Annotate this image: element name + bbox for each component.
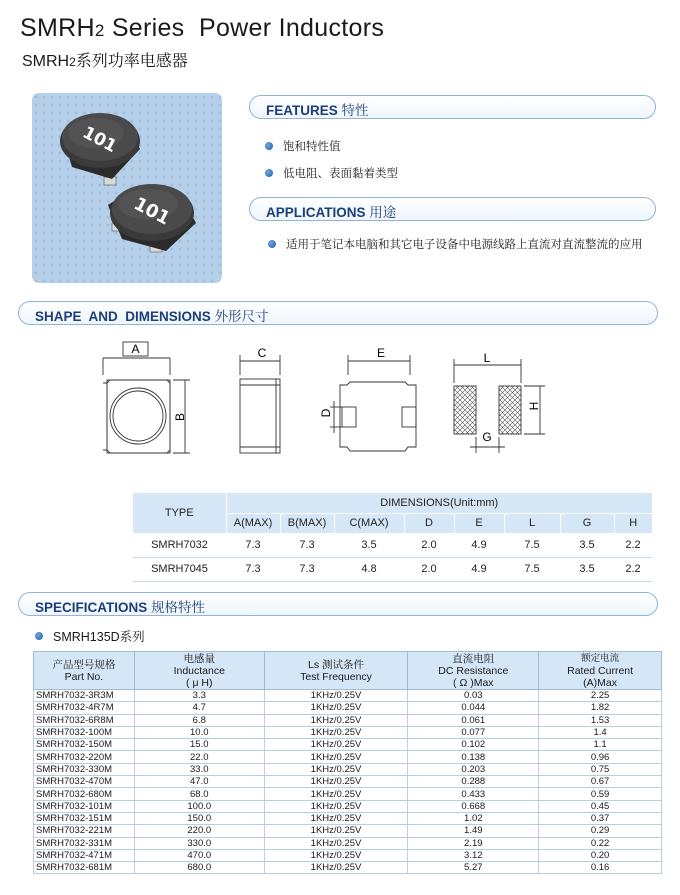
rated-current-cell: 0.22 [539,837,662,849]
inductance-cell: 47.0 [134,776,264,788]
column-header: A(MAX) [226,513,280,533]
table-row [34,788,662,800]
rated-current-cell: 0.20 [539,849,662,861]
part-no-cell: SMRH7032-471M [34,849,135,861]
part-no-cell: SMRH7032-100M [34,726,135,738]
table-row [34,776,662,788]
page-subtitle [22,48,188,71]
table-row [34,751,662,763]
inductance-cell: 6.8 [134,714,264,726]
inductance-cell: 22.0 [134,751,264,763]
part-no-cell: SMRH7032-680M [34,788,135,800]
part-no-cell: SMRH7032-6R8M [34,714,135,726]
rated-current-cell: 0.45 [539,800,662,812]
header-test-frequency: Ls 测试条件 Test Frequency [264,652,408,690]
side-view-drawing [240,355,280,453]
table-row: SMRH7045 7.3 7.3 4.8 2.0 4.9 7.5 3.5 2.2 [133,557,652,581]
part-no-cell: SMRH7032-101M [34,800,135,812]
test-frequency-cell: 1KHz/0.25V [264,726,408,738]
dc-resistance-cell: 0.102 [408,739,539,751]
specifications-header [18,592,658,616]
inductance-cell: 15.0 [134,739,264,751]
rated-current-cell: 0.75 [539,763,662,775]
column-header: H [614,513,652,533]
test-frequency-cell: 1KHz/0.25V [264,862,408,874]
cn-sub: 2 [69,55,76,69]
label-b: B [173,412,187,422]
part-no-cell: SMRH7032-151M [34,812,135,824]
rated-current-cell: 0.67 [539,776,662,788]
dc-resistance-cell: 1.02 [408,812,539,824]
test-frequency-cell: 1KHz/0.25V [264,702,408,714]
label-c: C [257,346,267,360]
bottom-view-drawing [330,355,416,451]
feature-item: 低电阻、表面黏着类型 [265,165,398,181]
test-frequency-cell: 1KHz/0.25V [264,751,408,763]
dc-resistance-cell: 3.12 [408,849,539,861]
test-frequency-cell: 1KHz/0.25V [264,825,408,837]
test-frequency-cell: 1KHz/0.25V [264,739,408,751]
specifications-table [33,651,662,874]
label-a: A [131,342,140,356]
dc-resistance-cell: 0.061 [408,714,539,726]
bullet-icon [265,169,273,177]
cn-main: SMRH [22,53,70,70]
dimensions-group-header: DIMENSIONS(Unit:mm) [226,493,652,513]
table-row [34,837,662,849]
part-no-cell: SMRH7032-3R3M [34,690,135,702]
bullet-icon [268,240,276,248]
table-row [34,739,662,751]
rated-current-cell: 0.16 [539,862,662,874]
rated-current-cell: 2.25 [539,690,662,702]
label-l: L [483,351,491,365]
test-frequency-cell: 1KHz/0.25V [264,849,408,861]
inductance-cell: 68.0 [134,788,264,800]
features-title: FEATURES [266,103,338,118]
dimensions-table [133,493,652,582]
table-row [34,714,662,726]
dc-resistance-cell: 0.433 [408,788,539,800]
dc-resistance-cell: 0.03 [408,690,539,702]
dc-resistance-cell: 0.203 [408,763,539,775]
top-view-drawing [103,342,190,453]
inductor-bottom [108,184,196,252]
page-title [20,14,384,43]
rated-current-cell: 1.1 [539,739,662,751]
applications-header [249,197,656,221]
inductor-top [60,113,140,185]
series-label: SMRH135D系列 [35,627,145,645]
product-photo [32,93,222,283]
rated-current-cell: 1.4 [539,726,662,738]
feature-item: 饱和特性值 [265,138,341,154]
shape-header [18,301,658,325]
part-no-cell: SMRH7032-330M [34,763,135,775]
dc-resistance-cell: 0.044 [408,702,539,714]
rated-current-cell: 0.96 [539,751,662,763]
applications-title: APPLICATIONS [266,205,366,220]
applications-title-cn: 用途 [365,205,397,220]
features-header [249,95,656,119]
marking-bottom: 101 [130,193,174,230]
cn-rest: 系列功率电感器 [75,53,188,70]
test-frequency-cell: 1KHz/0.25V [264,812,408,824]
part-no-cell: SMRH7032-150M [34,739,135,751]
title-main: SMRH [20,14,95,42]
part-no-cell: SMRH7032-331M [34,837,135,849]
test-frequency-cell: 1KHz/0.25V [264,776,408,788]
test-frequency-cell: 1KHz/0.25V [264,837,408,849]
part-no-cell: SMRH7032-681M [34,862,135,874]
bullet-icon [35,632,43,640]
dimension-drawings [0,335,680,465]
dc-resistance-cell: 0.288 [408,776,539,788]
dc-resistance-cell: 1.49 [408,825,539,837]
inductance-cell: 100.0 [134,800,264,812]
table-row [34,825,662,837]
table-row [34,849,662,861]
column-header: G [560,513,614,533]
type-header: TYPE [133,493,226,533]
title-sub: 2 [94,21,105,40]
label-d: D [319,408,333,418]
table-row [34,800,662,812]
test-frequency-cell: 1KHz/0.25V [264,763,408,775]
inductance-cell: 680.0 [134,862,264,874]
inductance-cell: 10.0 [134,726,264,738]
test-frequency-cell: 1KHz/0.25V [264,800,408,812]
inductor-illustration [32,93,222,283]
test-frequency-cell: 1KHz/0.25V [264,690,408,702]
marking-top: 101 [79,122,120,158]
test-frequency-cell: 1KHz/0.25V [264,788,408,800]
column-header: L [504,513,560,533]
title-rest: Series Power Inductors [104,14,385,42]
application-item: 适用于笔记本电脑和其它电子设备中电源线路上直流对直流整流的应用 [268,236,643,252]
inductance-cell: 220.0 [134,825,264,837]
rated-current-cell: 1.53 [539,714,662,726]
bullet-icon [265,142,273,150]
part-no-cell: SMRH7032-221M [34,825,135,837]
label-e: E [376,346,386,360]
table-row [34,690,662,702]
table-row [34,812,662,824]
shape-title: SHAPE AND DIMENSIONS [35,309,211,324]
inductance-cell: 330.0 [134,837,264,849]
label-h: H [527,401,541,411]
column-header: B(MAX) [280,513,334,533]
part-no-cell: SMRH7032-4R7M [34,702,135,714]
header-dc-resistance: 直流电阻 DC Resistance ( Ω )Max [408,652,539,690]
dc-resistance-cell: 0.138 [408,751,539,763]
features-title-cn: 特性 [337,103,369,118]
part-no-cell: SMRH7032-220M [34,751,135,763]
specifications-title: SPECIFICATIONS [35,600,148,615]
table-row [34,862,662,874]
shape-title-cn: 外形尺寸 [210,309,269,324]
dc-resistance-cell: 2.19 [408,837,539,849]
rated-current-cell: 1.82 [539,702,662,714]
table-row [34,763,662,775]
dc-resistance-cell: 0.077 [408,726,539,738]
header-part-no: 产品型号规格 Part No. [34,652,135,690]
part-no-cell: SMRH7032-470M [34,776,135,788]
column-header: C(MAX) [334,513,404,533]
rated-current-cell: 0.59 [539,788,662,800]
dimension-drawing-svg [0,335,680,465]
inductance-cell: 3.3 [134,690,264,702]
dim-table-header-row [133,493,652,513]
rated-current-cell: 0.29 [539,825,662,837]
inductance-cell: 470.0 [134,849,264,861]
inductance-cell: 150.0 [134,812,264,824]
dc-resistance-cell: 0.668 [408,800,539,812]
inductance-cell: 4.7 [134,702,264,714]
label-g: G [482,430,492,444]
spec-header-row [34,652,662,690]
header-inductance: 电感量 Inductance ( μ H) [134,652,264,690]
dc-resistance-cell: 5.27 [408,862,539,874]
inductance-cell: 33.0 [134,763,264,775]
table-row [34,726,662,738]
header-rated-current: 额定电流 Rated Current (A)Max [539,652,662,690]
specifications-title-cn: 规格特性 [147,600,206,615]
table-row [34,702,662,714]
column-header: E [454,513,504,533]
table-row: SMRH7032 7.3 7.3 3.5 2.0 4.9 7.5 3.5 2.2 [133,533,652,557]
rated-current-cell: 0.37 [539,812,662,824]
column-header: D [404,513,454,533]
test-frequency-cell: 1KHz/0.25V [264,714,408,726]
